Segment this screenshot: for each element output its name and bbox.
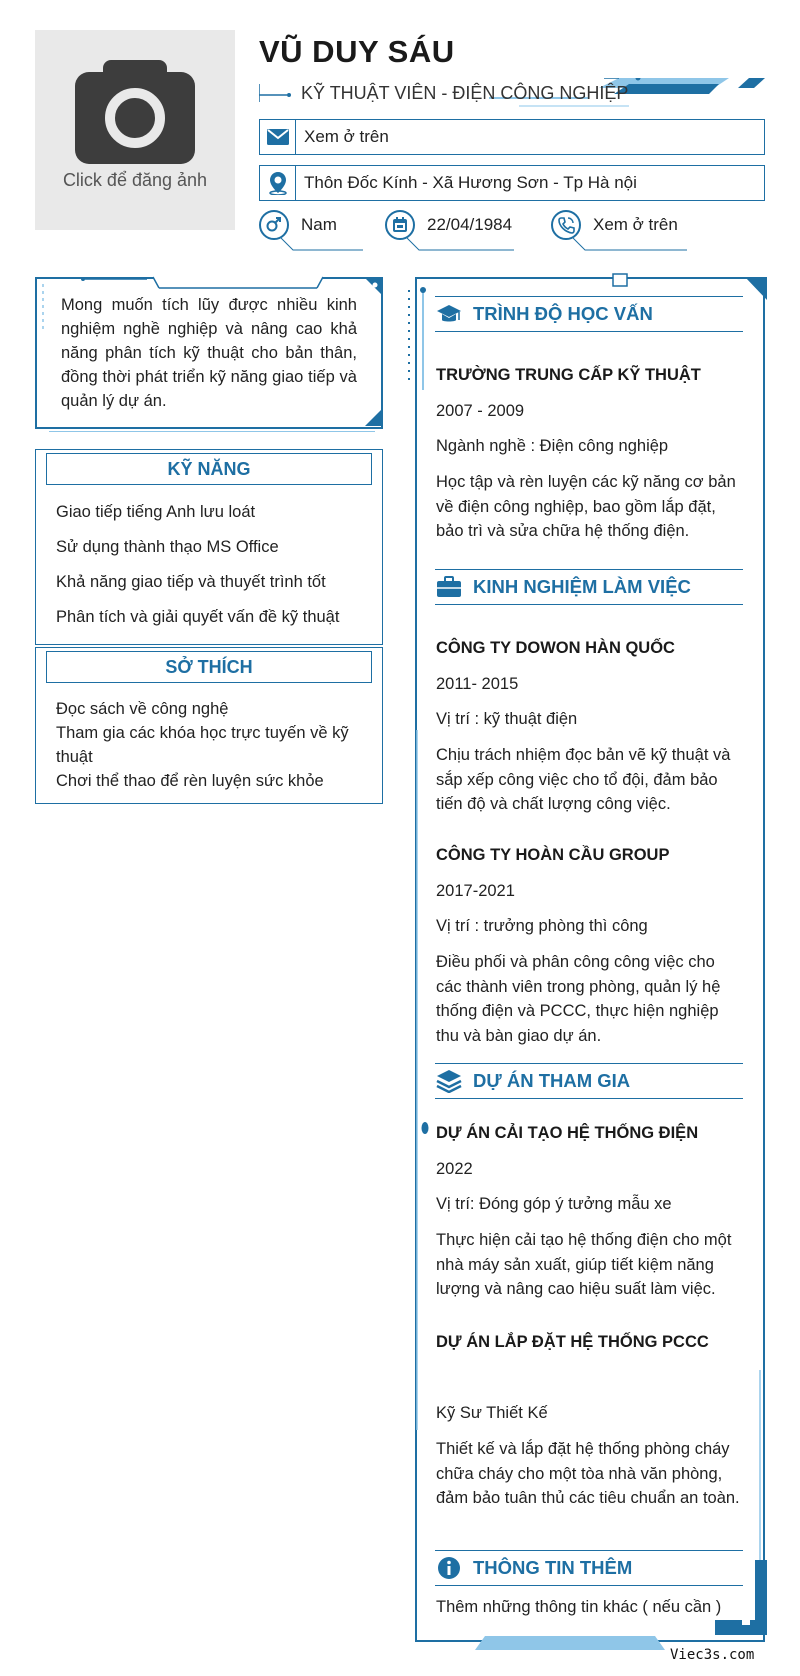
hobbies-title: SỞ THÍCH — [46, 651, 372, 683]
hobbies-section — [35, 647, 383, 804]
education-title: TRÌNH ĐỘ HỌC VẤN — [473, 303, 653, 324]
info-icon — [435, 1554, 463, 1582]
additional-title: THÔNG TIN THÊM — [473, 1557, 633, 1578]
project-role[interactable]: Kỹ Sư Thiết Kế — [436, 1404, 548, 1422]
graduation-cap-icon — [435, 300, 463, 328]
project-description[interactable]: Thiết kế và lắp đặt hệ thống phòng cháy chữa cháy cho một tòa nhà văn phòng, đảm bảo tuân thủ các tiêu chuẩn an toàn. — [436, 1440, 740, 1507]
birthday-value: 22/04/1984 — [427, 215, 513, 234]
project-year[interactable]: 2022 — [436, 1160, 473, 1178]
experience-title: KINH NGHIỆM LÀM VIỆC — [473, 576, 691, 597]
job-period[interactable]: 2011- 2015 — [436, 675, 519, 693]
hobby-item[interactable]: Chơi thể thao để rèn luyện sức khỏe — [56, 772, 324, 790]
education-period[interactable]: 2007 - 2009 — [436, 402, 525, 420]
career-objective[interactable]: Mong muốn tích lũy được nhiều kinh nghiệm nghề nghiệp và nâng cao khả năng phân tích kỹ thuật cho bản thân, đồng thời phát triển kỹ năng giao tiếp và quản lý dự án. — [35, 277, 383, 429]
phone-value: Xem ở trên — [593, 215, 678, 234]
skill-item[interactable]: Phân tích và giải quyết vấn đề kỹ thuật — [56, 608, 340, 626]
project-name[interactable]: DỰ ÁN LẮP ĐẶT HỆ THỐNG PCCC — [436, 1333, 709, 1351]
avatar-upload[interactable] — [35, 30, 235, 230]
job-title[interactable]: KỸ THUẬT VIÊN - ĐIỆN CÔNG NGHIỆP — [301, 83, 629, 103]
education-major[interactable]: Ngành nghề : Điện công nghiệp — [436, 437, 669, 455]
job-position[interactable]: Vị trí : kỹ thuật điện — [436, 710, 578, 728]
envelope-icon — [260, 120, 296, 154]
candidate-name[interactable]: VŨ DUY SÁU — [259, 34, 455, 69]
skill-item[interactable]: Khả năng giao tiếp và thuyết trình tốt — [56, 573, 326, 591]
email-value: Xem ở trên — [304, 127, 389, 146]
skills-section — [35, 449, 383, 645]
address-field[interactable] — [259, 165, 765, 201]
project-name[interactable]: DỰ ÁN CẢI TẠO HỆ THỐNG ĐIỆN — [436, 1124, 699, 1142]
gender-value: Nam — [301, 215, 337, 234]
skill-item[interactable]: Sử dụng thành thạo MS Office — [56, 538, 279, 556]
watermark: Viec3s.com — [670, 1647, 755, 1663]
job-description[interactable]: Điều phối và phân công công việc cho các thành viên trong phòng, quản lý hệ thống điện và PCCC, thực hiện nghiệp thu và bàn giao dự án. — [436, 953, 721, 1045]
projects-header — [435, 1063, 743, 1099]
skill-item[interactable]: Giao tiếp tiếng Anh lưu loát — [56, 503, 256, 521]
avatar-upload-caption: Click để đăng ảnh — [62, 170, 208, 190]
education-header — [435, 296, 743, 332]
education-description[interactable]: Học tập và rèn luyện các kỹ năng cơ bản về điện công nghiệp, bao gồm lắp đặt, bảo trì và sửa chữa hệ thống điện. — [436, 473, 736, 540]
projects-title: DỰ ÁN THAM GIA — [473, 1070, 631, 1091]
job-period[interactable]: 2017-2021 — [436, 882, 515, 900]
layers-icon — [435, 1067, 463, 1095]
hobby-item[interactable]: Đọc sách về công nghệ — [56, 700, 229, 718]
experience-header — [435, 569, 743, 605]
project-role[interactable]: Vị trí: Đóng góp ý tưởng mẫu xe — [436, 1195, 672, 1213]
school-name[interactable]: TRƯỜNG TRUNG CẤP KỸ THUẬT — [436, 366, 701, 384]
email-field[interactable] — [259, 119, 765, 155]
company-name[interactable]: CÔNG TY HOÀN CẦU GROUP — [436, 846, 670, 864]
hobby-item[interactable]: Tham gia các khóa học trực tuyến về kỹ thuật — [56, 724, 349, 766]
briefcase-icon — [435, 573, 463, 601]
skills-title: KỸ NĂNG — [46, 453, 372, 485]
address-value: Thôn Đốc Kính - Xã Hương Sơn - Tp Hà nội — [304, 173, 637, 192]
job-position[interactable]: Vị trí : trưởng phòng thì công — [436, 917, 648, 935]
contact-underlines — [259, 236, 699, 252]
company-name[interactable]: CÔNG TY DOWON HÀN QUỐC — [436, 639, 675, 657]
objective-frame-decoration — [35, 270, 383, 432]
project-description[interactable]: Thực hiện cải tạo hệ thống điện cho một nhà máy sản xuất, giúp tiết kiệm năng lượng và nâng cao hiệu suất làm việc. — [436, 1231, 732, 1298]
additional-header — [435, 1550, 743, 1586]
additional-text[interactable]: Thêm những thông tin khác ( nếu cần ) — [436, 1598, 722, 1616]
job-description[interactable]: Chịu trách nhiệm đọc bản vẽ kỹ thuật và sắp xếp công việc cho tổ đội, đảm bảo tiến độ và chất lượng công việc. — [436, 746, 731, 813]
location-pin-icon — [260, 166, 296, 200]
